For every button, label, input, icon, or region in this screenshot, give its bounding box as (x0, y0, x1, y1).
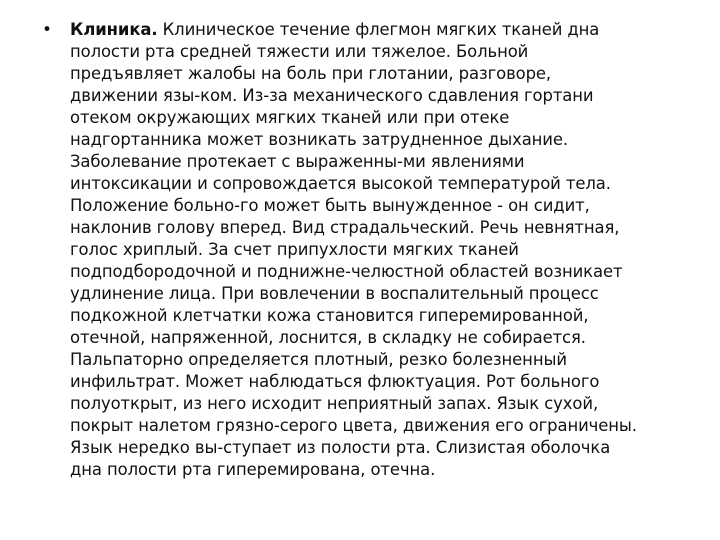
text-line-10: наклонив голову вперед. Вид страдальческий. Речь невнятная, (70, 218, 620, 237)
text-line-1 (70, 19, 712, 41)
text-line-17: инфильтрат. Может наблюдаться флюктуация. Рот больного (70, 372, 600, 391)
text-line-21: дна полости рта гиперемирована, отечна. (70, 460, 436, 479)
text-line-2: полости рта средней тяжести или тяжелое. Больной (70, 42, 529, 61)
text-line-16: Пальпаторно определяется плотный, резко болезненный (70, 350, 567, 369)
text-line-9: Положение больно-го может быть вынужденное - он сидит, (70, 196, 590, 215)
text-line-18: полуоткрыт, из него исходит неприятный запах. Язык сухой, (70, 394, 599, 413)
text-line-4: движении язы-ком. Из-за механического сдавления гортани (70, 86, 594, 105)
text-line-20: Язык нередко вы-ступает из полости рта. Слизистая оболочка (70, 438, 611, 457)
text-line-11: голос хриплый. За счет припухлости мягких тканей (70, 240, 519, 259)
text-line-12: подподбородочной и поднижне-челюстной областей возникает (70, 262, 623, 281)
text-line-14: подкожной клетчатки кожа становится гиперемированной, (70, 306, 589, 325)
text-line-8: интоксикации и сопровождается высокой температурой тела. (70, 174, 611, 193)
text-line-19: покрыт налетом грязно-серого цвета, движения его ограничены. (70, 416, 637, 435)
text-line-5: отеком окружающих мягких тканей или при отеке (70, 108, 510, 127)
section-heading: Клиника. (70, 20, 158, 39)
bullet-point: • (42, 20, 53, 40)
clinical-text-block (70, 19, 715, 481)
text-line-15: отечной, напряженной, лоснится, в складку не собирается. (70, 328, 586, 347)
text-line-6: надгортанника может возникать затрудненное дыхание. (70, 130, 569, 149)
text-line-7: Заболевание протекает с выраженны-ми явлениями (70, 152, 525, 171)
text-line-1-body: Клиническое течение флегмон мягких тканей дна (157, 20, 600, 39)
text-line-3: предъявляет жалобы на боль при глотании, разговоре, (70, 64, 552, 83)
text-line-13: удлинение лица. При вовлечении в воспалительный процесс (70, 284, 599, 303)
